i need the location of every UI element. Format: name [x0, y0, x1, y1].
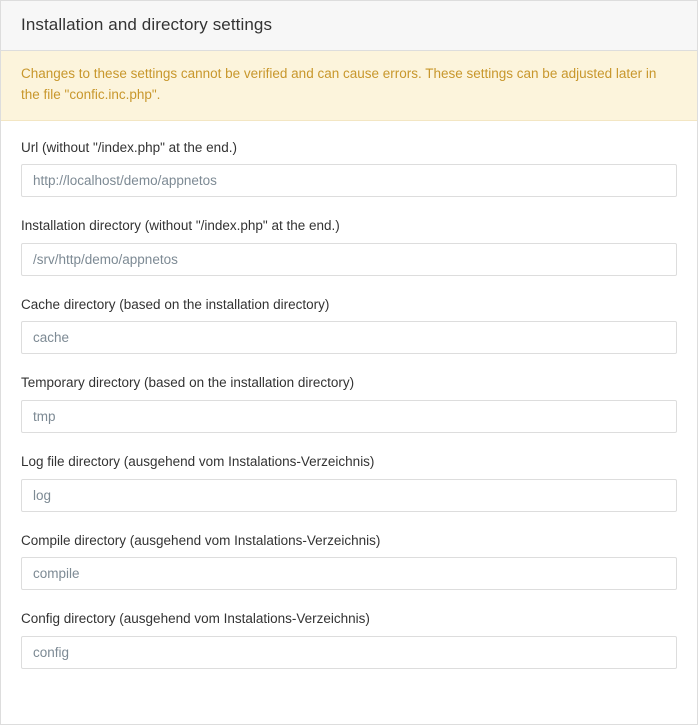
temporary-directory-input[interactable] — [21, 400, 677, 433]
url-input[interactable] — [21, 164, 677, 197]
field-cache-directory — [21, 296, 677, 355]
compile-directory-input[interactable] — [21, 557, 677, 590]
field-label-log-file-directory: Log file directory (ausgehend vom Instalations-Verzeichnis) — [21, 454, 375, 470]
config-directory-input[interactable] — [21, 636, 677, 669]
page-title: Installation and directory settings — [21, 15, 273, 34]
installation-directory-input[interactable] — [21, 243, 677, 276]
field-label-config-directory: Config directory (ausgehend vom Instalations-Verzeichnis) — [21, 611, 370, 627]
panel-header — [1, 1, 697, 51]
field-url — [21, 139, 677, 198]
field-temporary-directory — [21, 374, 677, 433]
field-log-file-directory — [21, 453, 677, 512]
field-label-compile-directory: Compile directory (ausgehend vom Instalations-Verzeichnis) — [21, 532, 381, 548]
field-label-temporary-directory: Temporary directory (based on the installation directory) — [21, 375, 355, 391]
field-installation-directory — [21, 217, 677, 276]
field-compile-directory — [21, 532, 677, 591]
warning-alert: Changes to these settings cannot be verified and can cause errors. These settings can be adjusted later in the file "confic.inc.php". — [1, 51, 697, 121]
cache-directory-input[interactable] — [21, 321, 677, 354]
log-file-directory-input[interactable] — [21, 479, 677, 512]
field-label-installation-directory: Installation directory (without "/index.php" at the end.) — [21, 218, 340, 234]
field-label-cache-directory: Cache directory (based on the installation directory) — [21, 296, 330, 312]
field-label-url: Url (without "/index.php" at the end.) — [21, 139, 237, 155]
settings-form — [1, 121, 697, 689]
field-config-directory — [21, 610, 677, 669]
